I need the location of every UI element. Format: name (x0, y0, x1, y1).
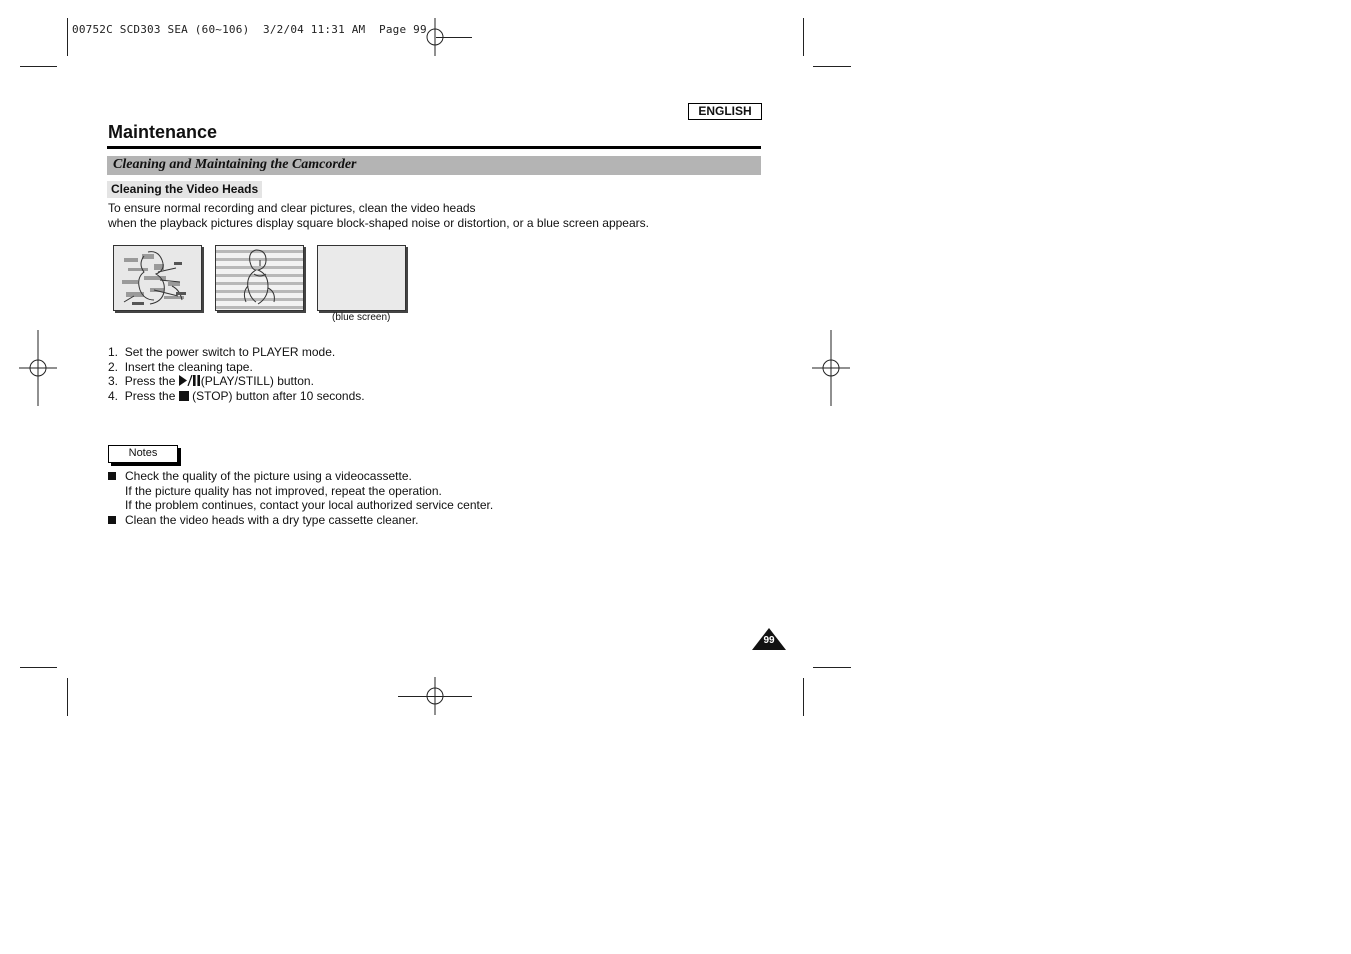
stop-icon (179, 391, 189, 401)
step-number: 1. (108, 345, 119, 359)
step-text: Insert the cleaning tape. (124, 359, 253, 374)
note-line: Clean the video heads with a dry type cassette cleaner. (125, 512, 419, 527)
block-noise-image (114, 246, 201, 310)
crop-mark (20, 66, 57, 67)
step-text: Press the (124, 388, 176, 403)
title-divider (107, 146, 761, 149)
steps-list (108, 345, 365, 403)
step-number: 2. (108, 359, 119, 374)
list-item (108, 360, 365, 375)
step-text: Press the (124, 374, 176, 389)
crop-mark (803, 18, 804, 56)
note-line: If the problem continues, contact your local authorized service center. (125, 498, 494, 512)
distortion-image (216, 246, 303, 310)
play-pause-icon (179, 375, 201, 386)
notes-list (108, 469, 493, 527)
list-item (108, 389, 365, 404)
blue-screen-caption: (blue screen) (332, 312, 391, 323)
crop-mark (813, 667, 851, 668)
crop-mark (67, 18, 68, 56)
block-noise-figure (113, 245, 202, 311)
list-item (108, 374, 365, 389)
square-bullet-icon (108, 516, 116, 524)
step-text: Set the power switch to PLAYER mode. (124, 345, 336, 359)
print-slug: 00752C SCD303 SEA (60~106) 3/2/04 11:31 AM Page 99 (72, 23, 427, 36)
note-line: If the picture quality has not improved, repeat the operation. (125, 483, 442, 498)
crop-mark (813, 66, 851, 67)
square-bullet-icon (108, 472, 116, 480)
intro-line: when the playback pictures display square block-shaped noise or distortion, or a blue screen appears. (108, 215, 649, 230)
note-line: Check the quality of the picture using a videocassette. (125, 469, 412, 483)
step-text: (PLAY/STILL) button. (200, 374, 314, 389)
language-badge: ENGLISH (688, 103, 762, 120)
section-title: Cleaning and Maintaining the Camcorder (113, 157, 357, 172)
page-title: Maintenance (108, 122, 218, 142)
crop-mark (803, 678, 804, 716)
notes-label: Notes (108, 445, 178, 463)
crop-mark (20, 667, 57, 668)
registration-mark-icon (19, 330, 57, 406)
distortion-figure (215, 245, 304, 311)
intro-line: To ensure normal recording and clear pictures, clean the video heads (108, 201, 476, 215)
blue-screen-image (318, 246, 405, 310)
registration-mark-icon (416, 677, 454, 715)
crop-mark (67, 678, 68, 716)
sub-heading: Cleaning the Video Heads (107, 181, 262, 198)
step-number: 3. (108, 374, 119, 389)
page-number-badge (752, 628, 786, 650)
section-header (107, 156, 761, 175)
list-item (108, 513, 493, 528)
registration-mark-icon (812, 330, 850, 406)
list-item (108, 469, 493, 513)
step-text: (STOP) button after 10 seconds. (192, 388, 365, 403)
step-number: 4. (108, 388, 119, 403)
page-number: 99 (763, 635, 775, 646)
blue-screen-figure (317, 245, 406, 311)
list-item (108, 345, 365, 360)
intro-paragraph (108, 201, 649, 230)
